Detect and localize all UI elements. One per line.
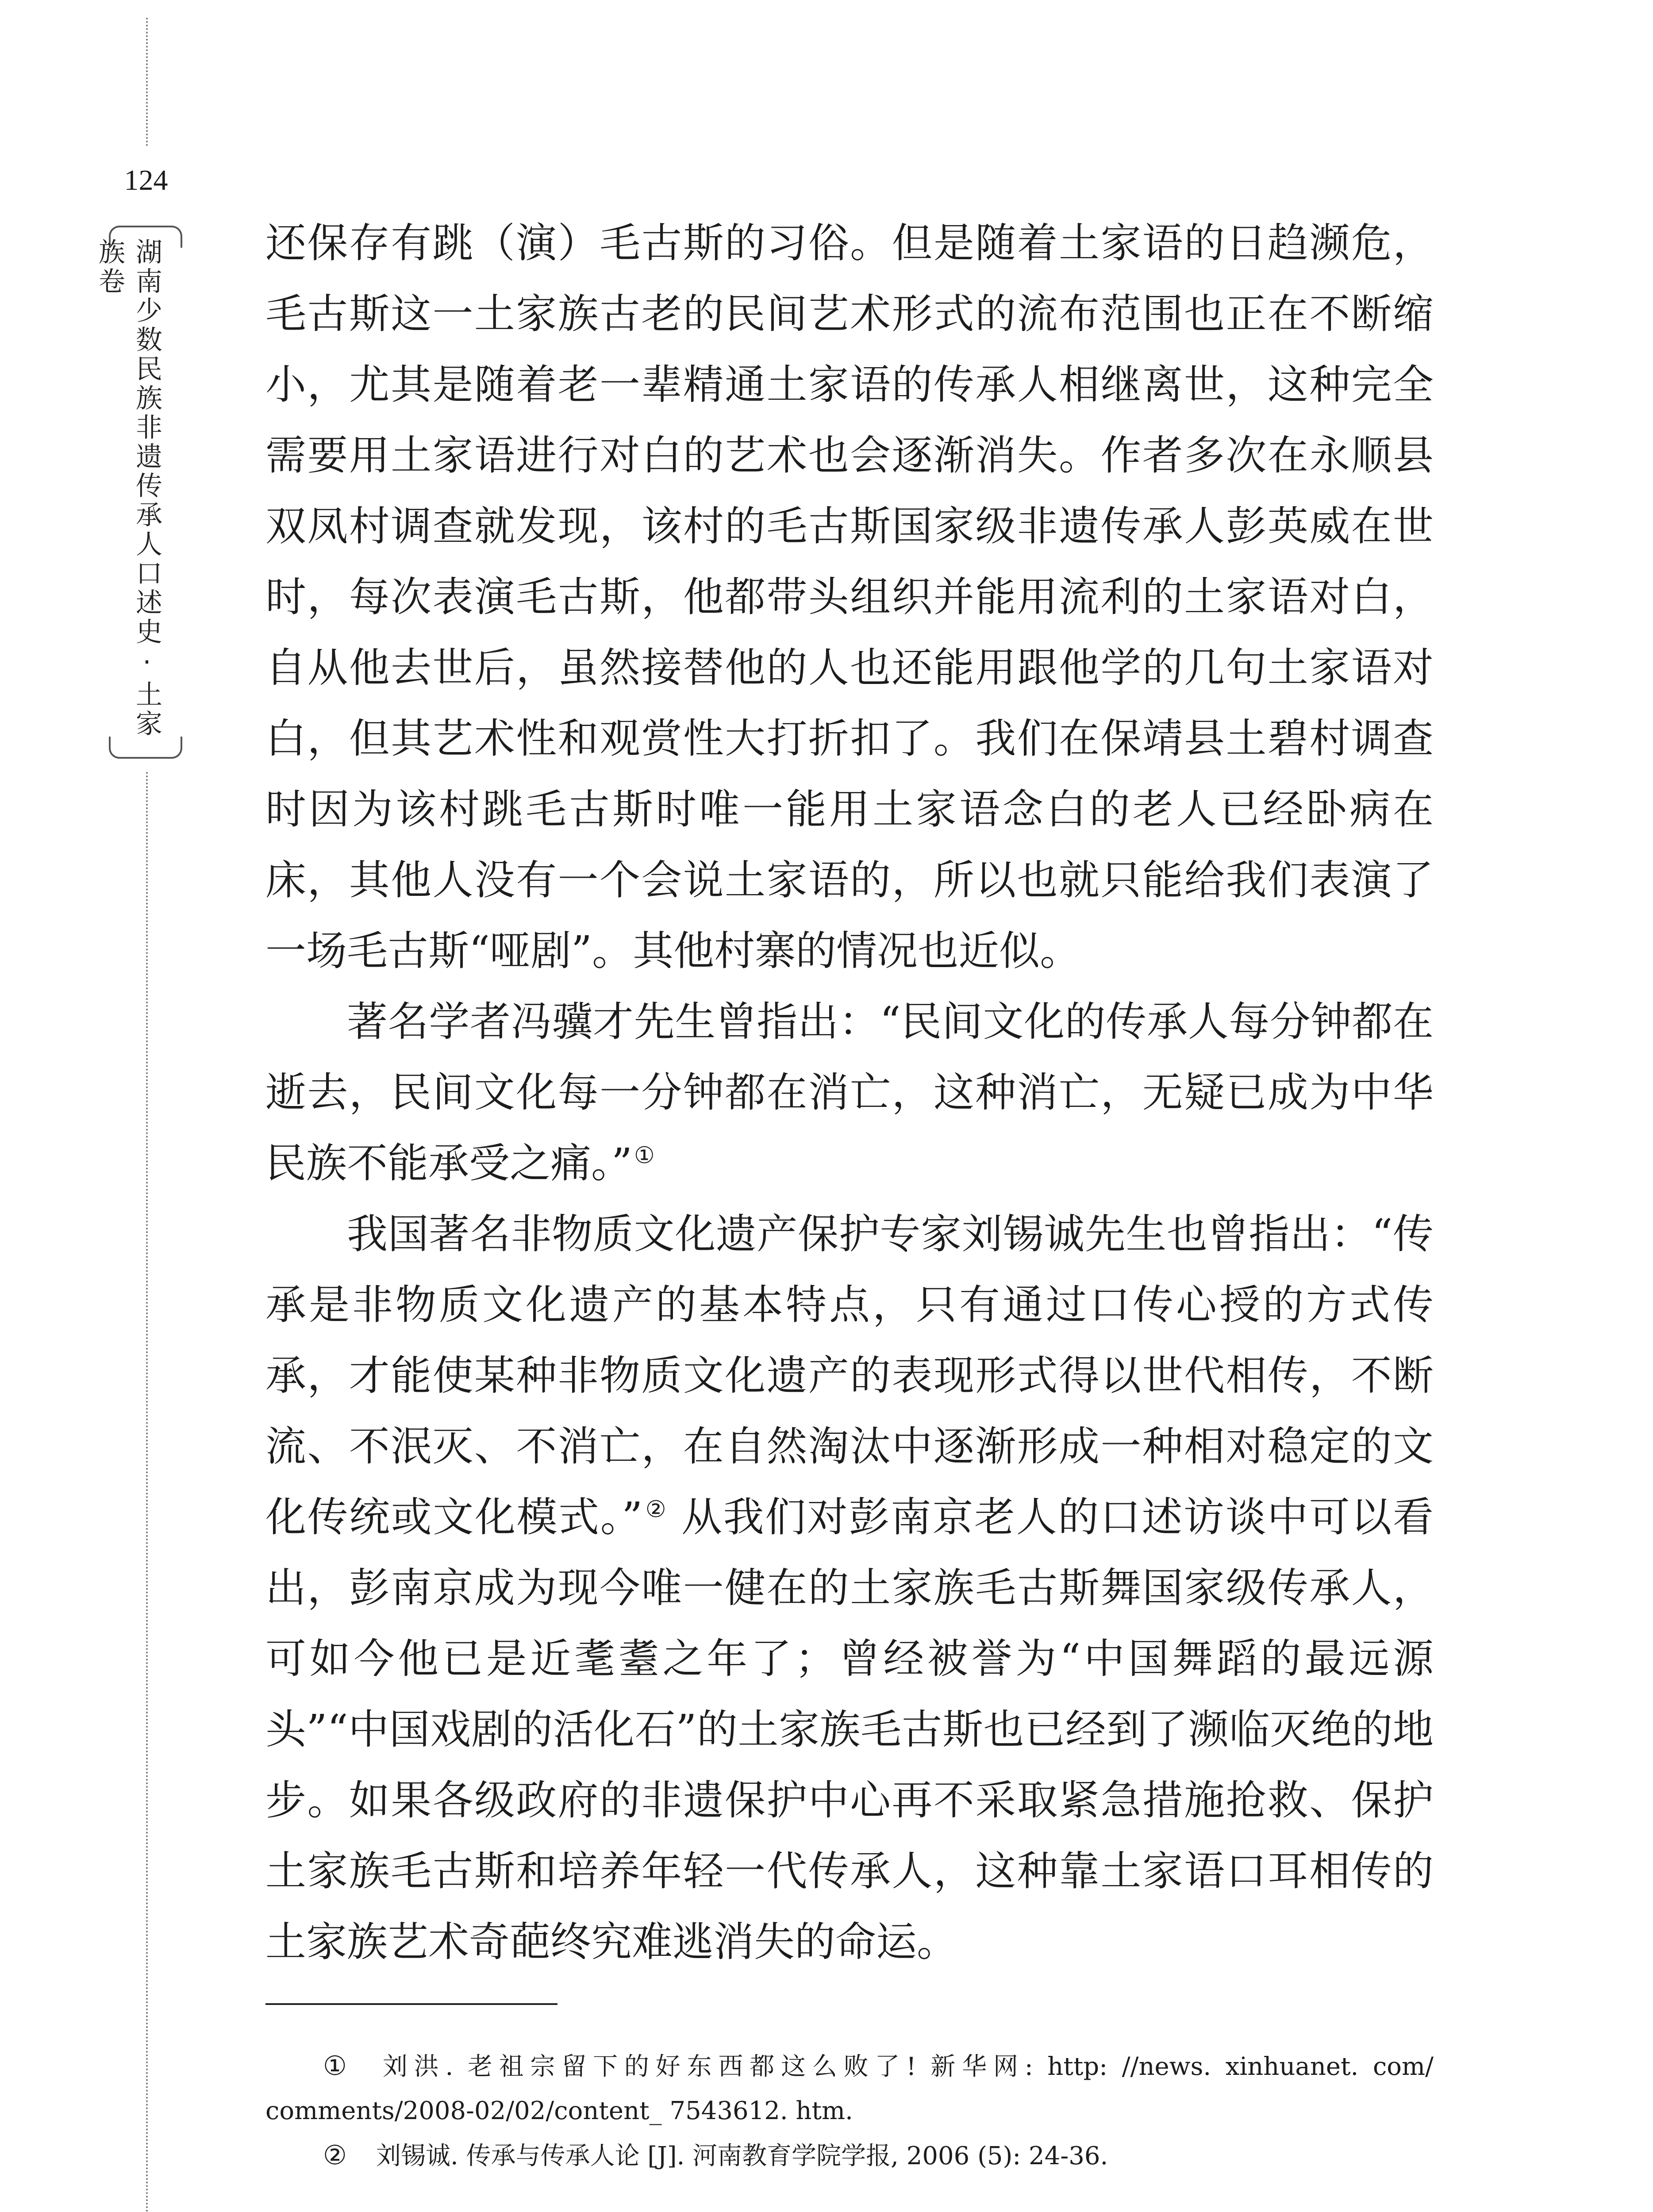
running-title: 湖南少数民族非遗传承人口述史·土家族卷 <box>94 238 162 739</box>
body-paragraph-1 <box>265 208 1434 987</box>
page-number: 124 <box>124 164 168 196</box>
paragraph-text: 还保存有跳（演）毛古斯的习俗。但是随着土家语的日趋濒危，毛古斯这一土家族古老的民间艺术形式的流布范围也正在不断缩小，尤其是随着老一辈精通土家语的传承人相继离世，这种完全需要用土家语进行对白的艺术也会逐渐消失。作者多次在永顺县双凤村调查就发现，该村的毛古斯国家级非遗传承人彭英威在世时，每次表演毛古斯，他都带头组织并能用流利的土家语对白，自从他去世后，虽然接替他的人也还能用跟他学的几句土家语对白，但其艺术性和观赏性大打折扣了。我们在保靖县土碧村调查时因为该村跳毛古斯时唯一能用土家语念白的老人已经卧病在床，其他人没有一个会说土家语的，所以也就只能给我们表演了一场毛古斯“哑剧”。其他村寨的情况也近似。 <box>265 219 1434 975</box>
footnote-divider <box>265 2003 557 2005</box>
footnote-text: 刘洪. 老祖宗留下的好东西都这么败了! 新华网: http: //news. xinhuanet. com/ comments/2008-02/02/content_ 7543612. htm. <box>265 2052 1434 2125</box>
margin-dotted-rule-top <box>146 18 148 146</box>
paragraph-text-continued: 从我们对彭南京老人的口述访谈中可以看出，彭南京成为现今唯一健在的土家族毛古斯舞国家级传承人，可如今他已是近耄耋之年了；曾经被誉为“中国舞蹈的最远源头”“中国戏剧的活化石”的土家族毛古斯也已经到了濒临灭绝的地步。如果各级政府的非遗保护中心再不采取紧急措施抢救、保护土家族毛古斯和培养年轻一代传承人，这种靠土家语口耳相传的土家族艺术奇葩终究难逃消失的命运。 <box>265 1494 1434 1966</box>
footnote-ref-1[interactable]: ① <box>634 1142 655 1169</box>
footnote-1 <box>265 2044 1434 2133</box>
main-text <box>265 208 1434 1978</box>
running-title-box <box>94 226 189 759</box>
footnote-mark: ① <box>323 2051 347 2081</box>
footnote-mark: ② <box>323 2140 347 2171</box>
footnote-2 <box>265 2133 1434 2178</box>
footnotes <box>265 2044 1434 2178</box>
footnote-text: 刘锡诚. 传承与传承人论 [J]. 河南教育学院学报, 2006 (5): 24-36. <box>376 2142 1108 2170</box>
footnote-ref-2[interactable]: ② <box>644 1496 668 1523</box>
paragraph-text: 我国著名非物质文化遗产保护专家刘锡诚先生也曾指出：“传承是非物质文化遗产的基本特点，只有通过口传心授的方式传承，才能使某种非物质文化遗产的表现形式得以世代相传，不断流、不泯灭、不消亡，在自然淘汰中逐渐形成一种相对稳定的文化传统或文化模式。” <box>265 1210 1434 1541</box>
margin-dotted-rule-bottom <box>146 772 148 2212</box>
running-title-bracket-bottom <box>109 737 182 759</box>
body-paragraph-3 <box>265 1199 1434 1978</box>
paragraph-text: 著名学者冯骥才先生曾指出：“民间文化的传承人每分钟都在逝去，民间文化每一分钟都在消亡，这种消亡，无疑已成为中华民族不能承受之痛。” <box>265 998 1434 1187</box>
body-paragraph-2 <box>265 987 1434 1199</box>
